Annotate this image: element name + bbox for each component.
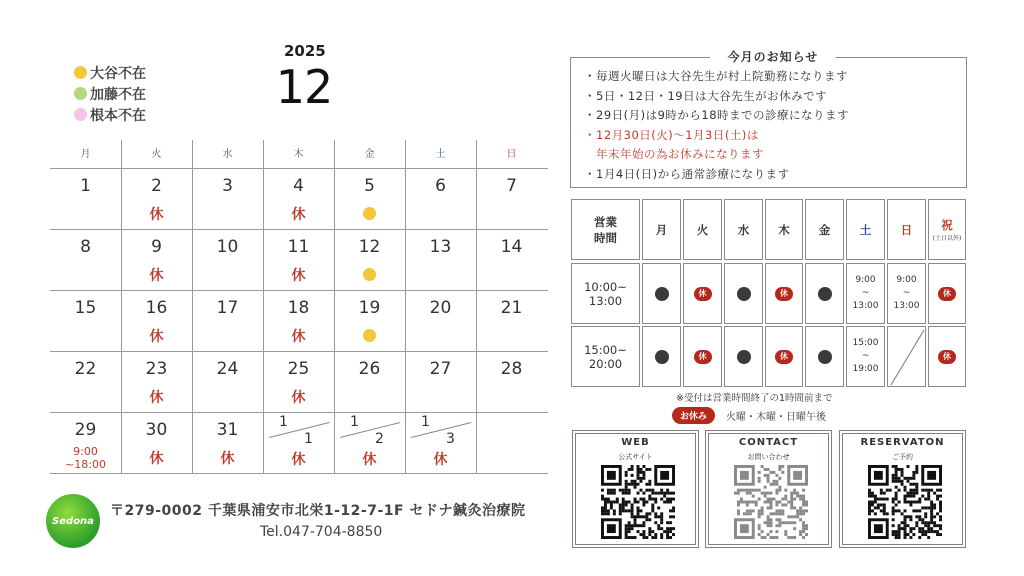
closed-mark: 休: [149, 268, 164, 284]
qr-contact[interactable]: [705, 430, 832, 548]
calendar-day: 25: [287, 359, 310, 379]
pink-dot-icon: [74, 108, 87, 121]
calendar-day: 21: [500, 298, 523, 318]
calendar-day: 26: [358, 359, 381, 379]
legend-label: 大谷不在: [90, 65, 146, 82]
calendar-day: 18: [287, 298, 310, 318]
qr-title: RESERVATON: [860, 437, 945, 448]
closed-mark: 休: [149, 329, 164, 345]
calendar-day: 20: [429, 298, 452, 318]
qr-reservation[interactable]: [839, 430, 966, 548]
calendar-day: 23: [145, 359, 168, 379]
weekday-header: 水: [724, 199, 763, 260]
otani-absent-dot: [363, 329, 376, 342]
closed-badge: 休: [938, 350, 956, 364]
closed-badge: 休: [694, 287, 712, 301]
calendar-day: 10: [216, 237, 239, 257]
qr-subtitle: ご予約: [892, 453, 913, 461]
calendar-day: 24: [216, 359, 239, 379]
calendar-day: 2: [151, 176, 162, 196]
calendar-day: 6: [435, 176, 446, 196]
calendar-month: 12: [275, 60, 333, 114]
notice-item: ・29日(月)は9時から18時までの診療になります: [584, 108, 850, 122]
saturday-hours: 9:00 ~ 13:00: [846, 263, 885, 324]
saturday-hours: 15:00 ~ 19:00: [846, 326, 885, 387]
open-cell: [642, 326, 681, 387]
qr-code-icon: [868, 465, 942, 539]
sunday-hours: 9:00 ~ 13:00: [887, 263, 926, 324]
open-cell: [642, 263, 681, 324]
clinic-phone: Tel.047-704-8850: [260, 524, 383, 540]
open-cell: [724, 263, 763, 324]
closed-mark: 休: [149, 207, 164, 223]
green-dot-icon: [74, 87, 87, 100]
closed-cell: [683, 263, 722, 324]
january-date-month: 1: [421, 414, 430, 430]
weekday-header: 月: [642, 199, 681, 260]
open-cell: [805, 326, 844, 387]
calendar-day: 1: [80, 176, 91, 196]
calendar-day: 28: [500, 359, 523, 379]
grid-line: [50, 473, 548, 474]
clinic-address: 〒279-0002 千葉県浦安市北栄1-12-7-1F セドナ鍼灸治療院: [110, 503, 526, 519]
calendar-day: 11: [287, 237, 310, 257]
january-date-month: 1: [279, 414, 288, 430]
notice-title: 今月のお知らせ: [710, 48, 836, 65]
closed-mark: 休: [149, 451, 164, 467]
otani-absent-dot: [363, 207, 376, 220]
calendar-day: 19: [358, 298, 381, 318]
closed-cell: [765, 263, 803, 324]
weekday-header: 木: [765, 199, 803, 260]
january-date-month: 1: [350, 414, 359, 430]
open-dot-icon: [737, 350, 751, 364]
yellow-dot-icon: [74, 66, 87, 79]
qr-code-icon: [601, 465, 675, 539]
notice-item: ・5日・12日・19日は大谷先生がお休みです: [584, 88, 828, 103]
weekday-header: 祝 (土日以外): [928, 199, 966, 260]
open-dot-icon: [818, 287, 832, 301]
january-date-day: 3: [446, 431, 455, 447]
open-cell: [724, 326, 763, 387]
calendar-day: 15: [74, 298, 97, 318]
not-available-slash: [888, 327, 927, 388]
calendar-day: 22: [74, 359, 97, 379]
closed-badge: 休: [775, 350, 793, 364]
closed-badge: 休: [775, 287, 793, 301]
logo-text: Sedona: [52, 515, 94, 527]
qr-title: CONTACT: [738, 437, 799, 448]
closed-mark: 休: [291, 268, 306, 284]
legend-label: 加藤不在: [90, 86, 146, 103]
calendar-day: 12: [358, 237, 381, 257]
legend-item-nemoto: [74, 104, 146, 125]
calendar-day: 14: [500, 237, 523, 257]
closed-mark: 休: [291, 329, 306, 345]
weekday-header: 土: [435, 149, 446, 160]
weekday-header: 金: [364, 149, 375, 160]
qr-subtitle: 公式サイト: [618, 453, 653, 461]
holiday-cell: [928, 326, 966, 387]
calendar-year: 2025: [284, 42, 326, 60]
closed-badge: 休: [938, 287, 956, 301]
qr-code-icon: [734, 465, 808, 539]
closed-cell: [683, 326, 722, 387]
legend-item-otani: [74, 62, 146, 83]
weekday-header: 火: [151, 149, 162, 160]
weekday-header: 水: [222, 149, 233, 160]
calendar-day: 29: [74, 420, 97, 440]
closed-mark: 休: [291, 452, 306, 468]
closed-mark: 休: [149, 390, 164, 406]
closed-days-badge: お休み: [672, 407, 715, 424]
closed-badge: 休: [694, 350, 712, 364]
calendar-day: 3: [222, 176, 233, 196]
grid-line: [50, 290, 548, 291]
closed-mark: 休: [291, 207, 306, 223]
weekday-header: 日: [887, 199, 926, 260]
calendar-day: 5: [364, 176, 375, 196]
qr-title: WEB: [621, 437, 650, 448]
closed-mark: 休: [433, 452, 448, 468]
notice-item: ・1月4日(日)から通常診療になります: [584, 166, 790, 181]
open-cell: [805, 263, 844, 324]
weekday-header: 木: [293, 149, 304, 160]
january-date-day: 2: [375, 431, 384, 447]
sunday-hours: [887, 326, 926, 387]
calendar-day: 9: [151, 237, 162, 257]
closed-days-text: 火曜・木曜・日曜午後: [726, 412, 826, 423]
calendar-day: 31: [216, 420, 239, 440]
weekday-header: 月: [80, 149, 91, 160]
absence-legend: [74, 62, 146, 125]
calendar-day: 17: [216, 298, 239, 318]
weekday-header: 金: [805, 199, 844, 260]
hours-header-label: 営業 時間: [571, 199, 640, 260]
qr-web[interactable]: [572, 430, 699, 548]
grid-line: [50, 351, 548, 352]
grid-line: [50, 412, 548, 413]
special-hours: 9:00 ~18:00: [65, 445, 106, 471]
calendar-day: 13: [429, 237, 452, 257]
holiday-cell: [928, 263, 966, 324]
notice-item: ・毎週火曜日は大谷先生が村上院勤務になります: [584, 69, 848, 83]
weekday-header: 日: [506, 149, 517, 160]
qr-subtitle: お問い合わせ: [747, 453, 790, 461]
open-dot-icon: [655, 287, 669, 301]
legend-label: 根本不在: [90, 107, 146, 124]
notice-item: 年末年始の為お休みになります: [584, 147, 764, 161]
calendar-day: 27: [429, 359, 452, 379]
closed-mark: 休: [362, 452, 377, 468]
reception-note: ※受付は営業時間終了の1時間前まで: [676, 393, 833, 404]
clinic-logo: [46, 494, 100, 548]
open-dot-icon: [655, 350, 669, 364]
grid-line: [50, 229, 548, 230]
closed-mark: 休: [291, 390, 306, 406]
otani-absent-dot: [363, 268, 376, 281]
weekday-header: 火: [683, 199, 722, 260]
closed-cell: [765, 326, 803, 387]
calendar-day: 16: [145, 298, 168, 318]
calendar-day: 8: [80, 237, 91, 257]
notice-item: ・12月30日(火)～1月3日(土)は: [584, 127, 759, 142]
calendar-day: 4: [293, 176, 304, 196]
open-dot-icon: [818, 350, 832, 364]
calendar-day: 30: [145, 420, 168, 440]
weekday-header: 土: [846, 199, 885, 260]
open-dot-icon: [737, 287, 751, 301]
january-date-day: 1: [304, 431, 313, 447]
time-slot: 10:00~ 13:00: [571, 263, 640, 324]
calendar-day: 7: [506, 176, 517, 196]
time-slot: 15:00~ 20:00: [571, 326, 640, 387]
legend-item-kato: [74, 83, 146, 104]
closed-mark: 休: [220, 451, 235, 467]
